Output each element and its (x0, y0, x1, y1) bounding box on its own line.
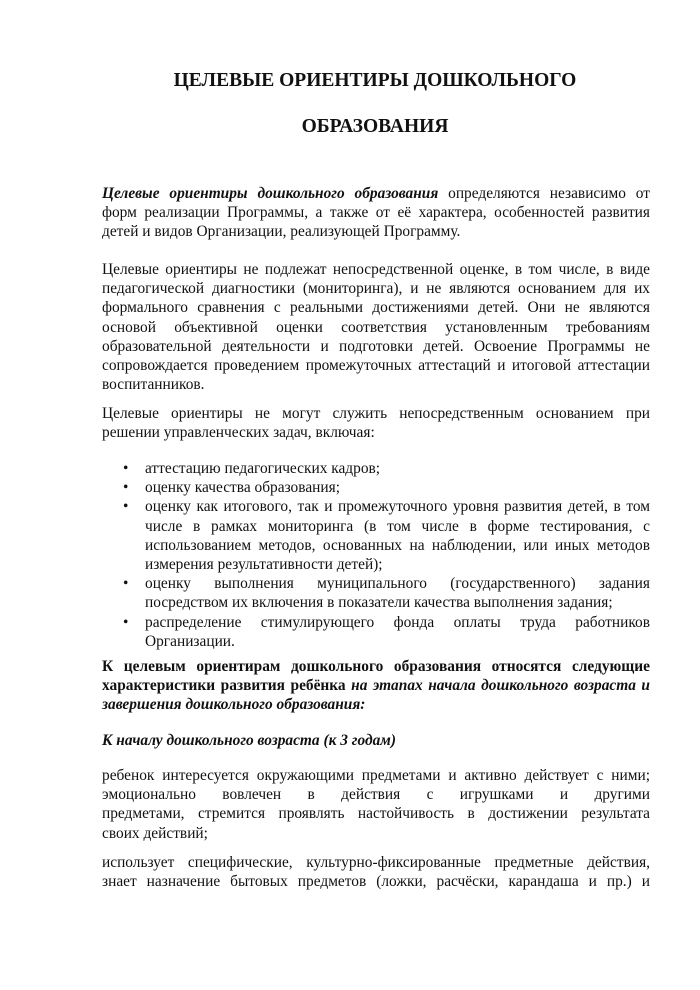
list-item (102, 497, 650, 574)
text-line: эмоционально вовлечен в действия с игрушками и другими (102, 786, 650, 804)
list-item-text: оценку как итогового, так и промежуточного уровня развития детей, в том числе в рамках мониторинга (в том числе в форме тестирования, с использованием методов, основанных на наблюдении, или иных методов измерения результативности детей); (145, 498, 650, 574)
paragraph-intro-text: определяются независимо от форм реализации Программы, а также от её характера, особенностей развития детей и видов Организации, реализующей Программу. (102, 185, 650, 241)
list-item-text: оценку выполнения муниципального (государственного) задания посредством их включения в показатели качества выполнения задания; (145, 575, 650, 612)
page-title-line-1: ЦЕЛЕВЫЕ ОРИЕНТИРЫ ДОШКОЛЬНОГО (173, 70, 577, 91)
section-heading-age-3: К началу дошкольного возраста (к 3 годам) (102, 732, 396, 749)
bullet-icon: • (123, 613, 129, 631)
paragraph-targets (102, 657, 650, 715)
paragraph-intro-lead: Целевые ориентиры дошкольного образования (102, 185, 439, 202)
paragraph-age-3-actions (102, 853, 650, 891)
paragraph-age-3-interest (102, 766, 650, 843)
text-line: ребенок интересуется окружающими предметами и активно действует с ними; (102, 767, 650, 784)
paragraph-management: Целевые ориентиры не могут служить непосредственным основанием при решении управленческих задач, включая: (102, 405, 650, 442)
paragraph-intro (102, 184, 650, 242)
list-item (102, 459, 650, 478)
text-line: использует специфические, культурно-фиксированные предметные действия, (102, 854, 650, 871)
paragraph-assessment: Целевые ориентиры не подлежат непосредственной оценке, в том числе, в виде педагогической диагностики (мониторинга), и не являются основанием для их формального сравнения с реальными достижениями детей. Они не являются основой объективной оценки соответствия установленным требованиям образовательной деятельности и подготовки детей. Освоение Программы не сопровождается проведением промежуточных аттестаций и итоговой аттестации воспитанников. (102, 261, 650, 394)
bullet-icon: • (123, 460, 129, 477)
list-item-text: распределение стимулирующего фонда оплаты труда работников Организации. (145, 613, 650, 650)
text-line: знает назначение бытовых предметов (ложки, расчёски, карандаша и пр.) и (102, 873, 650, 891)
bullet-icon: • (123, 575, 129, 593)
paragraph-targets-bold-italic: на этапах начала дошкольного возраста и завершения дошкольного образования: (102, 677, 650, 714)
text-line: предметами, стремится проявлять настойчивость в достижении результата (102, 805, 650, 823)
page-title-line-2: ОБРАЗОВАНИЯ (301, 116, 449, 137)
paragraph-targets-bold: К целевым ориентирам дошкольного образования относятся следующие характеристики развития ребёнка (102, 658, 650, 695)
bullet-list (102, 459, 650, 651)
list-item (102, 574, 650, 612)
page-title (100, 58, 650, 150)
list-item (102, 478, 650, 497)
list-item (102, 613, 650, 651)
list-item-text: аттестацию педагогических кадров; (145, 460, 381, 477)
bullet-icon: • (123, 498, 129, 516)
bullet-icon: • (123, 479, 129, 497)
text-line: своих действий; (102, 824, 208, 842)
list-item-text: оценку качества образования; (145, 479, 340, 497)
